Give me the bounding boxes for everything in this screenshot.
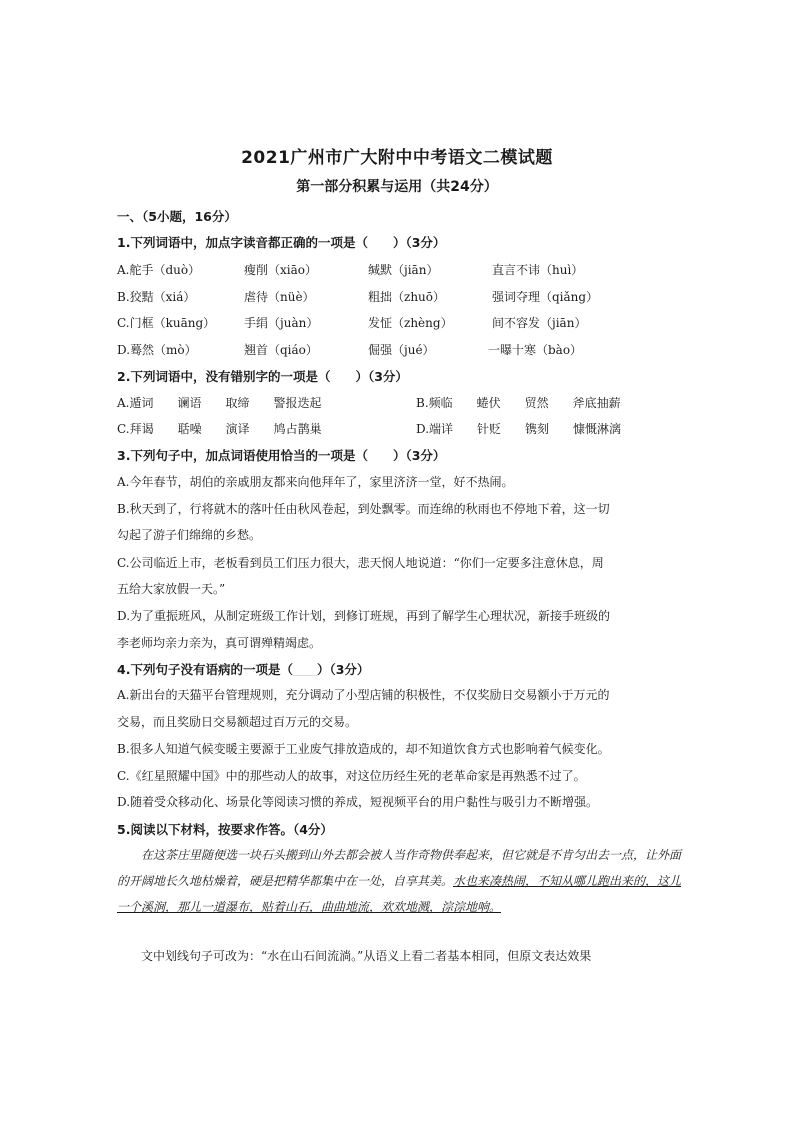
q1-stem: 1.下列词语中，加点字读音都正确的一项是（ ）（3分） [117,235,446,250]
q1-option-d-2: 翘首（qiáo） [244,343,318,357]
q4-stem-start: 4.下列句子没有语病的一项是（ [117,662,293,677]
q1-option-a-4: 直言不讳（huì） [492,263,584,277]
q3-line-1: A.今年春节，胡伯的亲戚朋友都来向他拜年了，家里济济一堂，好不热闹。 [117,475,514,489]
q4-line-2: 交易，而且奖励日交易额超过百万元的交易。 [117,715,358,729]
q2-option-c: C.拜谒 聒噪 演译 鸠占鹊巢 [117,422,322,436]
passage-text: 在这茶庄里随便选一块石头搬到山外去都会被人当作奇物供奉起来，但它就是不肯匀出去一点，让外面的开阔地长久地枯燥着，硬是把精华都集中在一处，自享其美。 [117,848,682,888]
q5-follow-text: 文中划线句子可改为：“水在山石间流淌。”从语义上看二者基本相同，但原文表达效果 [117,949,592,963]
passage-underlined-sentence: 水也来凑热闹，不知从哪儿跑出来的，这儿一个溪涧，那儿一道瀑布，贴着山石，曲曲地流，欢欢地溅，淙淙地响。 [117,874,682,914]
q5-stem: 5.阅读以下材料，按要求作答。（4分） [117,822,333,837]
section-heading: 一、（5小题，16分） [117,209,237,224]
answer-blank [293,665,317,676]
q3-line-3: 勾起了游子们绵绵的乡愁。 [117,528,262,542]
q1-option-b-4: 强词夺理（qiǎng） [492,290,599,304]
q1-option-a-2: 瘦削（xiāo） [244,263,317,277]
q4-line-4: C.《红星照耀中国》中的那些动人的故事，对这位历经生死的老革命家是再熟悉不过了。 [117,769,586,783]
q1-option-d-1: D.蓦然（mò） [117,343,197,357]
q1-option-b-2: 虐待（nüè） [244,290,315,304]
q4-stem [117,660,369,678]
q4-stem-end: ）（3分） [316,662,370,677]
q1-option-b-1: B.狡黠（xiá） [117,290,196,304]
q1-option-d-3: 倔强（jué） [368,343,435,357]
q1-option-d-4: 一曝十寒（bào） [488,343,583,357]
q2-option-d: D.端详 针贬 镌刻 慷慨淋漓 [416,422,622,436]
q4-line-5: D.随着受众移动化、场景化等阅读习惯的养成，短视频平台的用户黏性与吸引力不断增强。 [117,795,599,809]
q5-passage [117,842,682,920]
q3-line-7: 李老师均亲力亲为，真可谓殚精竭虑。 [117,636,322,650]
q1-option-b-3: 粗拙（zhuō） [368,290,446,304]
q1-option-c-1: C.门框（kuāng） [117,316,216,330]
q1-option-a-3: 缄默（jiān） [368,263,439,277]
q1-option-c-4: 间不容发（jiān） [492,316,587,330]
q1-option-a-1: A.舵手（duò） [117,263,201,277]
q4-line-1: A.新出台的天猫平台管理规则，充分调动了小型店铺的积极性，不仅奖励日交易额小于万元的 [117,688,610,702]
q2-stem: 2.下列词语中，没有错别字的一项是（ ）（3分） [117,369,408,384]
q3-line-2: B.秋天到了，行将就木的落叶任由秋风卷起，到处飘零。而连绵的秋雨也不停地下着，这一切 [117,502,610,516]
q2-option-a: A.遁词 谰语 取缔 警报迭起 [117,396,322,410]
q3-stem: 3.下列句子中，加点词语使用恰当的一项是（ ）（3分） [117,448,446,463]
part-subtitle: 第一部分积累与运用（共24分） [296,179,498,195]
q3-line-5: 五给大家放假一天。” [117,582,226,596]
q3-line-4: C.公司临近上市，老板看到员工们压力很大，悲天悯人地说道：“你们一定要多注意休息，周 [117,556,604,570]
q4-line-3: B.很多人知道气候变暖主要源于工业废气排放造成的，却不知道饮食方式也影响着气候变化。 [117,742,610,756]
q2-option-b: B.频临 蜷伏 贸然 斧底抽薪 [416,396,621,410]
page-title: 2021广州市广大附中中考语文二模试题 [241,148,553,168]
q3-line-6: D.为了重振班风，从制定班级工作计划，到修订班规，再到了解学生心理状况，新接手班级的 [117,609,611,623]
q1-option-c-3: 发怔（zhèng） [368,316,453,330]
q1-option-c-2: 手绢（juàn） [244,316,319,330]
